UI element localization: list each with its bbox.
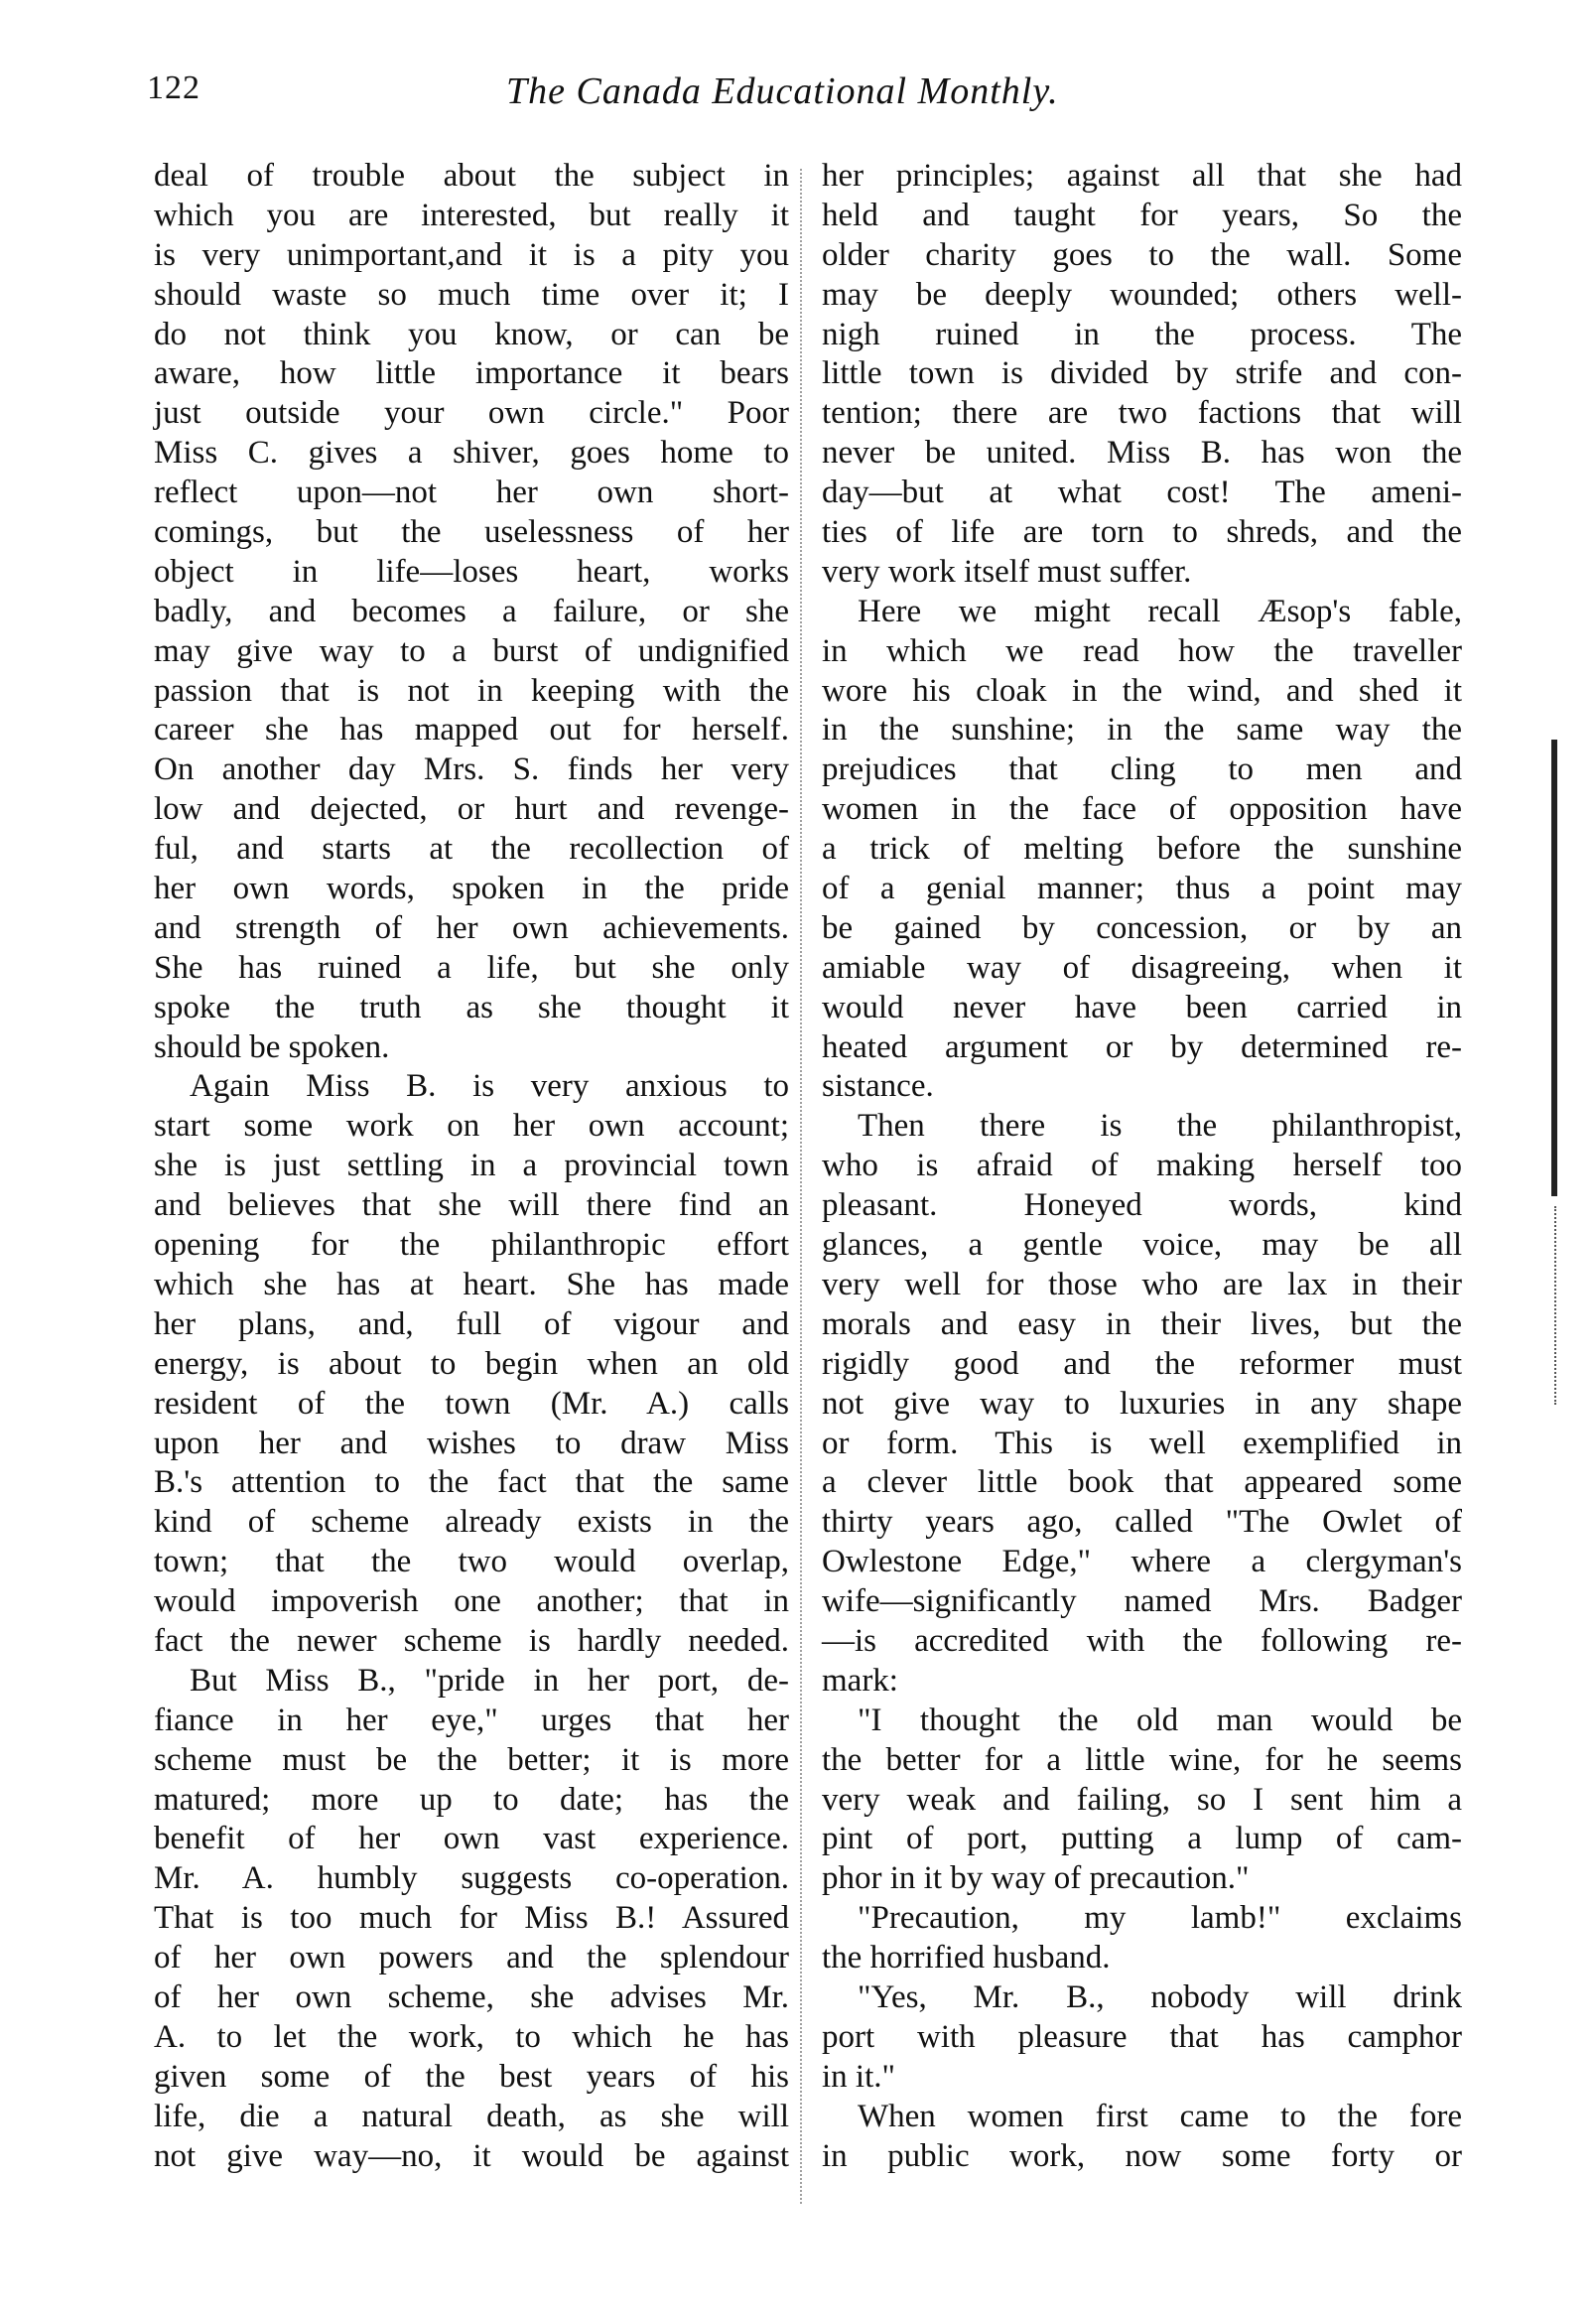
text-line: energy, is about to begin when an old	[154, 1345, 789, 1382]
text-line: be gained by concession, or by an	[822, 909, 1462, 946]
text-line: "I thought the old man would be	[858, 1702, 1462, 1738]
text-line: opening for the philanthropic effort	[154, 1227, 789, 1264]
text-line: wife—significantly named Mrs. Badger	[822, 1583, 1462, 1620]
text-line: start some work on her own account;	[154, 1108, 789, 1145]
text-line: mark:	[822, 1662, 898, 1699]
text-line: may be deeply wounded; others well-	[822, 276, 1462, 313]
text-line: very weak and failing, so I sent him a	[822, 1781, 1462, 1818]
text-line: spoke the truth as she thought it	[154, 989, 789, 1025]
text-line: badly, and becomes a failure, or she	[154, 593, 789, 629]
text-line: nigh ruined in the process. The	[822, 316, 1462, 352]
text-line: matured; more up to date; has the	[154, 1781, 789, 1818]
text-line: tention; there are two factions that will	[822, 395, 1462, 432]
text-line: not give way—no, it would be against	[154, 2137, 789, 2174]
text-line: which you are interested, but really it	[154, 197, 789, 233]
text-line: ties of life are torn to shreds, and the	[822, 514, 1462, 551]
text-line: life, die a natural death, as she will	[154, 2098, 789, 2134]
text-line: very work itself must suffer.	[822, 553, 1192, 590]
text-line: day—but at what cost! The ameni-	[822, 475, 1462, 511]
text-line: Here we might recall Æsop's fable,	[858, 593, 1462, 629]
text-line: held and taught for years, So the	[822, 197, 1462, 233]
text-line: glances, a gentle voice, may be all	[822, 1227, 1462, 1264]
text-line: women in the face of opposition have	[822, 791, 1462, 828]
text-line: the horrified husband.	[822, 1940, 1111, 1976]
text-line: who is afraid of making herself too	[822, 1148, 1462, 1184]
text-line: When women first came to the fore	[858, 2098, 1462, 2134]
text-line: A. to let the work, to which he has	[154, 2018, 789, 2055]
right-column	[822, 157, 1462, 2176]
text-line: career she has mapped out for herself.	[154, 712, 789, 749]
left-column	[154, 157, 789, 2176]
text-line: in public work, now some forty or	[822, 2137, 1462, 2174]
text-line: reflect upon—not her own short-	[154, 475, 789, 511]
text-line: —is accredited with the following re-	[822, 1622, 1462, 1659]
text-line: upon her and wishes to draw Miss	[154, 1425, 789, 1461]
page-edge-mark	[1551, 740, 1557, 1196]
text-line: a clever little book that appeared some	[822, 1464, 1462, 1501]
text-line: given some of the best years of his	[154, 2058, 789, 2095]
text-line: older charity goes to the wall. Some	[822, 236, 1462, 273]
text-line: her principles; against all that she had	[822, 158, 1462, 194]
text-line: the better for a little wine, for he seems	[822, 1741, 1462, 1778]
text-line: in the sunshine; in the same way the	[822, 712, 1462, 749]
text-line: and believes that she will there find an	[154, 1187, 789, 1224]
text-line: or form. This is well exemplified in	[822, 1425, 1462, 1461]
text-line: not give way to luxuries in any shape	[822, 1385, 1462, 1422]
text-line: sistance.	[822, 1068, 934, 1105]
text-line: her plans, and, full of vigour and	[154, 1305, 789, 1342]
text-line: Again Miss B. is very anxious to	[190, 1068, 789, 1105]
text-line: passion that is not in keeping with the	[154, 672, 789, 709]
text-line: That is too much for Miss B.! Assured	[154, 1900, 789, 1937]
text-line: phor in it by way of precaution."	[822, 1860, 1250, 1897]
text-line: "Yes, Mr. B., nobody will drink	[858, 1978, 1462, 2015]
text-line: never be united. Miss B. has won the	[822, 435, 1462, 472]
text-line: of a genial manner; thus a point may	[822, 871, 1462, 907]
text-line: ful, and starts at the recollection of	[154, 831, 789, 868]
text-line: amiable way of disagreeing, when it	[822, 949, 1462, 986]
text-line: town; that the two would overlap,	[154, 1544, 789, 1580]
text-line: Then there is the philanthropist,	[858, 1108, 1462, 1145]
text-line: thirty years ago, called "The Owlet of	[822, 1504, 1462, 1541]
text-line: morals and easy in their lives, but the	[822, 1305, 1462, 1342]
text-line: pleasant. Honeyed words, kind	[822, 1187, 1462, 1224]
text-line: is very unimportant,and it is a pity you	[154, 236, 789, 273]
text-line: little town is divided by strife and con-	[822, 355, 1462, 392]
text-line: But Miss B., "pride in her port, de-	[190, 1662, 789, 1699]
text-line: fact the newer scheme is hardly needed.	[154, 1622, 789, 1659]
text-line: scheme must be the better; it is more	[154, 1741, 789, 1778]
text-line: of her own powers and the splendour	[154, 1940, 789, 1976]
text-line: Miss C. gives a shiver, goes home to	[154, 435, 789, 472]
text-line: pint of port, putting a lump of cam-	[822, 1821, 1462, 1857]
page-header	[0, 69, 1596, 129]
text-line: aware, how little importance it bears	[154, 355, 789, 392]
text-line: should be spoken.	[154, 1028, 390, 1065]
text-line: kind of scheme already exists in the	[154, 1504, 789, 1541]
text-line: in it."	[822, 2058, 895, 2095]
text-line: prejudices that cling to men and	[822, 751, 1462, 788]
text-line: fiance in her eye," urges that her	[154, 1702, 789, 1738]
text-line: benefit of her own vast experience.	[154, 1821, 789, 1857]
text-line: in which we read how the traveller	[822, 632, 1462, 669]
text-line: and strength of her own achievements.	[154, 909, 789, 946]
column-gutter-rule	[800, 169, 802, 2204]
text-line: do not think you know, or can be	[154, 316, 789, 352]
text-line: resident of the town (Mr. A.) calls	[154, 1385, 789, 1422]
text-line: she is just settling in a provincial town	[154, 1148, 789, 1184]
text-line: her own words, spoken in the pride	[154, 871, 789, 907]
text-line: She has ruined a life, but she only	[154, 949, 789, 986]
text-line: "Precaution, my lamb!" exclaims	[858, 1900, 1462, 1937]
text-line: deal of trouble about the subject in	[154, 158, 789, 194]
text-line: rigidly good and the reformer must	[822, 1345, 1462, 1382]
text-line: should waste so much time over it; I	[154, 276, 789, 313]
text-line: would never have been carried in	[822, 989, 1462, 1025]
text-line: heated argument or by determined re-	[822, 1028, 1462, 1065]
text-line: port with pleasure that has camphor	[822, 2018, 1462, 2055]
text-line: a trick of melting before the sunshine	[822, 831, 1462, 868]
text-line: wore his cloak in the wind, and shed it	[822, 672, 1462, 709]
page-edge-dotted-mark	[1554, 1206, 1556, 1405]
text-line: would impoverish one another; that in	[154, 1583, 789, 1620]
text-line: object in life—loses heart, works	[154, 553, 789, 590]
text-line: just outside your own circle." Poor	[154, 395, 789, 432]
text-line: Owlestone Edge," where a clergyman's	[822, 1544, 1462, 1580]
text-line: very well for those who are lax in their	[822, 1266, 1462, 1302]
text-line: Mr. A. humbly suggests co-operation.	[154, 1860, 789, 1897]
text-line: of her own scheme, she advises Mr.	[154, 1978, 789, 2015]
text-line: which she has at heart. She has made	[154, 1266, 789, 1302]
text-line: B.'s attention to the fact that the same	[154, 1464, 789, 1501]
page-number: 122	[147, 69, 200, 106]
text-line: comings, but the uselessness of her	[154, 514, 789, 551]
text-line: may give way to a burst of undignified	[154, 632, 789, 669]
text-line: low and dejected, or hurt and revenge-	[154, 791, 789, 828]
text-line: On another day Mrs. S. finds her very	[154, 751, 789, 788]
running-title: The Canada Educational Monthly.	[506, 70, 1059, 112]
